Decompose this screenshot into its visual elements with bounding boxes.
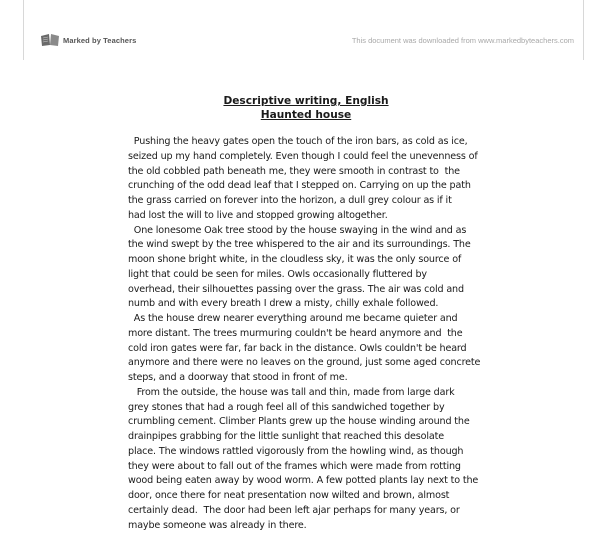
essay-body: [128, 135, 598, 533]
essay-line: maybe someone was already in there.: [128, 519, 598, 533]
download-notice: This document was downloaded from www.markedbyteachers.com: [352, 36, 574, 45]
essay-line: certainly dead. The door had been left ajar perhaps for many years, or: [128, 504, 598, 519]
essay-line: drainpipes grabbing for the little sunlight that reached this desolate: [128, 430, 598, 445]
document-title: Descriptive writing, English: [0, 94, 612, 108]
essay-line: grey stones that had a rough feel all of this sandwiched together by: [128, 401, 598, 416]
essay-line: anymore and there were no leaves on the ground, just some aged concrete: [128, 356, 598, 371]
essay-line: wood being eaten away by wood worm. A few potted plants lay next to the: [128, 474, 598, 489]
essay-line: numb and with every breath I drew a misty, chilly exhale followed.: [128, 297, 598, 312]
essay-line: From the outside, the house was tall and thin, made from large dark: [128, 386, 598, 401]
essay-line: overhead, their silhouettes passing over the grass. The air was cold and: [128, 283, 598, 298]
marked-by-teachers-logo[interactable]: [40, 33, 136, 47]
essay-line: cold iron gates were far, far back in the distance. Owls couldn't be heard: [128, 342, 598, 357]
essay-line: crunching of the odd dead leaf that I stepped on. Carrying on up the path: [128, 179, 598, 194]
header-divider-right: [583, 0, 584, 60]
essay-line: As the house drew nearer everything around me became quieter and: [128, 312, 598, 327]
header-divider-left: [23, 0, 24, 60]
essay-line: light that could be seen for miles. Owls occasionally fluttered by: [128, 268, 598, 283]
essay-line: more distant. The trees murmuring couldn't be heard anymore and the: [128, 327, 598, 342]
essay-line: steps, and a doorway that stood in front of me.: [128, 371, 598, 386]
essay-line: door, once there for neat presentation now wilted and brown, almost: [128, 489, 598, 504]
essay-line: place. The windows rattled vigorously from the howling wind, as though: [128, 445, 598, 460]
essay-line: seized up my hand completely. Even though I could feel the unevenness of: [128, 150, 598, 165]
essay-line: crumbling cement. Climber Plants grew up the house winding around the: [128, 415, 598, 430]
document-subtitle: Haunted house: [0, 108, 612, 122]
essay-line: had lost the will to live and stopped growing altogether.: [128, 209, 598, 224]
essay-line: One lonesome Oak tree stood by the house swaying in the wind and as: [128, 224, 598, 239]
page-header: [0, 0, 612, 60]
essay-line: Pushing the heavy gates open the touch of the iron bars, as cold as ice,: [128, 135, 598, 150]
book-icon: [40, 33, 60, 47]
title-block: [0, 94, 612, 122]
essay-line: the grass carried on forever into the horizon, a dull grey colour as if it: [128, 194, 598, 209]
essay-line: moon shone bright white, in the cloudless sky, it was the only source of: [128, 253, 598, 268]
logo-text: Marked by Teachers: [63, 36, 136, 45]
essay-line: the wind swept by the tree whispered to the air and its surroundings. The: [128, 238, 598, 253]
essay-line: they were about to fall out of the frames which were made from rotting: [128, 460, 598, 475]
essay-line: the old cobbled path beneath me, they were smooth in contrast to the: [128, 165, 598, 180]
